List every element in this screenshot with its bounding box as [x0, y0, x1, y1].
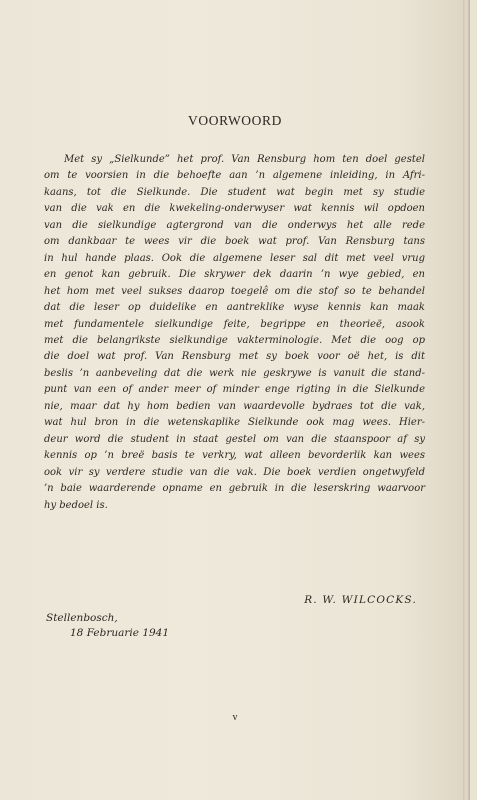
- paragraph-line: dat die leser op duidelike en aantreklike wyse kennis kan maak: [44, 302, 425, 314]
- paragraph-line: kaans, tot die Sielkunde. Die student wat begin met sy studie: [44, 186, 425, 198]
- page-number: v: [232, 712, 238, 723]
- page-edge: [463, 0, 470, 800]
- paragraph-line: Met sy „Sielkunde” het prof. Van Rensburg hom ten doel gestel: [64, 154, 425, 165]
- paragraph-line: om dankbaar te wees vir die boek wat prof. Van Rensburg tans: [44, 236, 425, 248]
- paragraph-line: punt van een of ander meer of minder enge rigting in die Sielkunde: [44, 384, 425, 396]
- paragraph-line: en genot kan gebruik. Die skrywer dek daarin ’n wye gebied, en: [44, 269, 425, 281]
- paragraph-line: nie, maar dat hy hom bedien van waardevolle bydraes tot die vak,: [44, 400, 425, 412]
- paragraph-line: in hul hande plaas. Ook die algemene leser sal dit met veel vrug: [44, 252, 425, 264]
- paragraph-line: ook vir sy verdere studie van die vak. Die boek verdien ongetwyfeld: [44, 466, 425, 478]
- author-signature: R. W. WILCOCKS.: [304, 594, 417, 606]
- paragraph-line: ’n baie waarderende opname en gebruik in die leserskring waarvoor: [44, 483, 425, 495]
- paragraph-line: om te voorsien in die behoefte aan ’n algemene inleiding, in Afri-: [44, 170, 425, 182]
- paragraph-line: beslis ’n aanbeveling dat die werk nie geskrywe is vanuit die stand-: [44, 367, 425, 379]
- foreword-paragraph: [44, 152, 425, 514]
- paragraph-line: met die belangrikste sielkundige vakterminologie. Met die oog op: [44, 334, 425, 346]
- paragraph-line: die doel wat prof. Van Rensburg met sy boek voor oë het, is dit: [44, 351, 425, 363]
- paragraph-line: met fundamentele sielkundige feite, begrippe en theorieë, asook: [44, 318, 425, 330]
- paragraph-line: het hom met veel sukses daarop toegelê om die stof so te behandel: [44, 285, 425, 297]
- paragraph-line: van die vak en die kwekeling-onderwyser wat kennis wil opdoen: [44, 203, 425, 215]
- paragraph-line: van die sielkundige agtergrond van die onderwys het alle rede: [44, 219, 425, 231]
- place-line: Stellenbosch,: [46, 612, 118, 624]
- page-title: VOORWOORD: [188, 113, 282, 128]
- paragraph-line: hy bedoel is.: [44, 499, 108, 511]
- paragraph-line: wat hul bron in die wetenskaplike Sielkunde ook mag wees. Hier-: [44, 417, 425, 429]
- date-line: 18 Februarie 1941: [70, 627, 170, 639]
- paragraph-line: deur word die student in staat gestel om van die staanspoor af sy: [44, 433, 425, 445]
- paragraph-line: kennis op ’n breë basis te verkry, wat alleen bevorderlik kan wees: [44, 450, 425, 462]
